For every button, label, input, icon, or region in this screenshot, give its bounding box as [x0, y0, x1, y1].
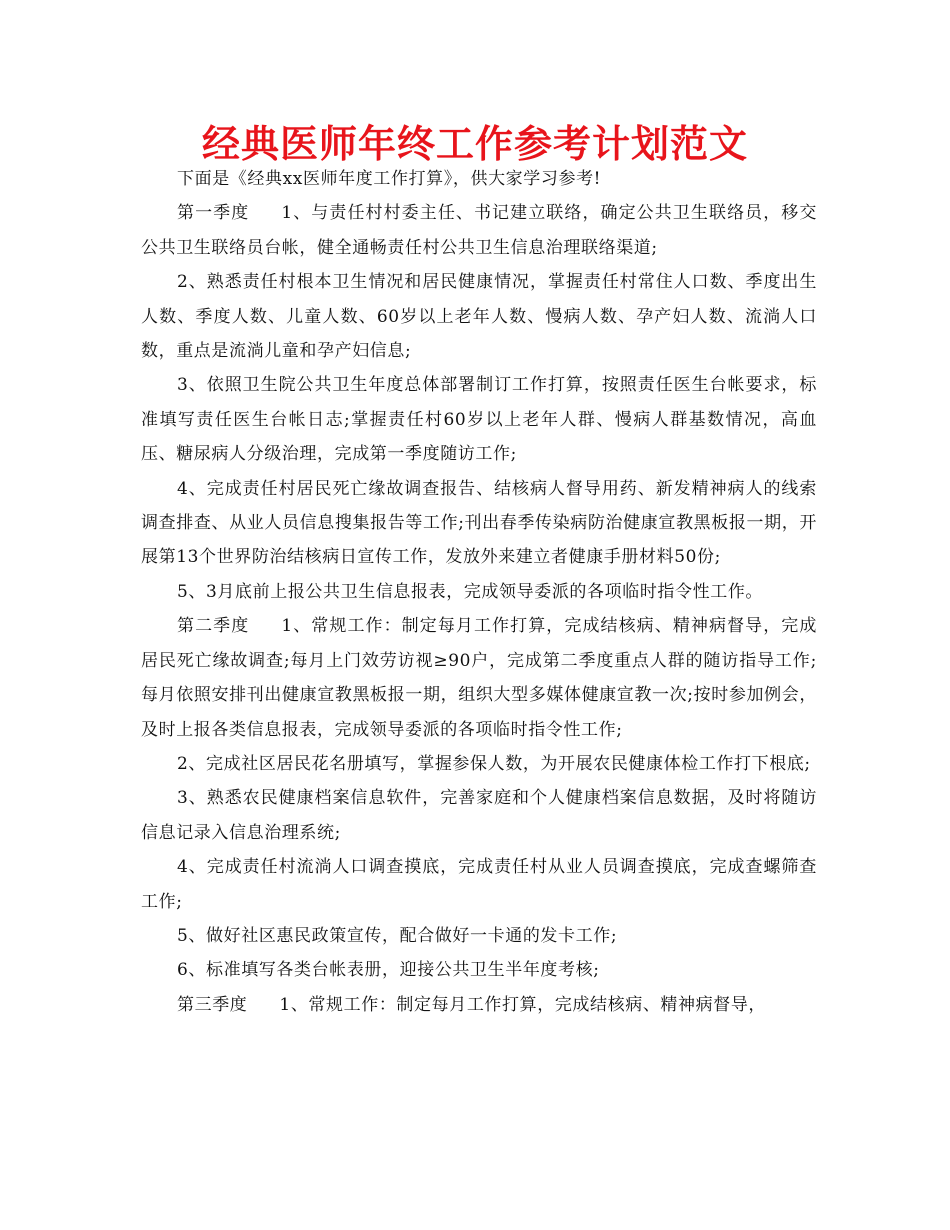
paragraph-q3-1 — [141, 988, 817, 1022]
season-label: 第二季度 — [177, 616, 250, 637]
paragraph-q1-1 — [141, 196, 817, 265]
paragraph-q2-5: 5、做好社区惠民政策宣传，配合做好一卡通的发卡工作; — [177, 925, 618, 946]
paragraph-text: 1、常规工作：制定每月工作打算，完成结核病、精神病督导，完成居民死亡缘故调查;每月上门效劳访视≥90户，完成第二季度重点人群的随访指导工作;每月依照安排刊出健康宣教黑板报一期，组织大型多媒体健康宣教一次;按时参加例会，及时上报各类信息报表，完成领导委派的各项临时指令性工作; — [141, 616, 817, 740]
paragraph-q1-5: 5、3月底前上报公共卫生信息报表，完成领导委派的各项临时指令性工作。 — [177, 581, 764, 602]
paragraph-q2-1 — [141, 609, 817, 747]
paragraph-q2-6: 6、标准填写各类台帐表册，迎接公共卫生半年度考核; — [177, 960, 600, 981]
intro-paragraph: 下面是《经典xx医师年度工作打算》，供大家学习参考! — [177, 169, 602, 189]
paragraph-q2-4: 4、完成责任村流淌人口调查摸底，完成责任村从业人员调查摸底，完成查螺筛查工作; — [141, 857, 817, 912]
paragraph-text: 1、与责任村村委主任、书记建立联络，确定公共卫生联络员，移交公共卫生联络员台帐，健全通畅责任村公共卫生信息治理联络渠道; — [141, 203, 817, 258]
paragraph-q1-3: 3、依照卫生院公共卫生年度总体部署制订工作打算，按照责任医生台帐要求，标准填写责任医生台帐日志;掌握责任村60岁以上老年人群、慢病人群基数情况，高血压、糖尿病人分级治理，完成第一季度随访工作; — [141, 375, 817, 465]
document-body — [141, 162, 817, 1022]
season-label: 第一季度 — [177, 203, 250, 224]
paragraph-text: 1、常规工作：制定每月工作打算，完成结核病、精神病督导， — [279, 994, 767, 1015]
paragraph-q2-2: 2、完成社区居民花名册填写，掌握参保人数，为开展农民健康体检工作打下根底; — [177, 753, 811, 774]
paragraph-q1-2: 2、熟悉责任村根本卫生情况和居民健康情况，掌握责任村常住人口数、季度出生人数、季度人数、儿童人数、60岁以上老年人数、慢病人数、孕产妇人数、流淌人口数，重点是流淌儿童和孕产妇信息; — [141, 272, 817, 362]
document-title: 经典医师年终工作参考计划范文 — [201, 122, 748, 166]
season-label: 第三季度 — [177, 994, 248, 1015]
paragraph-q1-4: 4、完成责任村居民死亡缘故调查报告、结核病人督导用药、新发精神病人的线索调查排查、从业人员信息搜集报告等工作;刊出春季传染病防治健康宣教黑板报一期，开展第13个世界防治结核病日宣传工作，发放外来建立者健康手册材料50份; — [141, 478, 817, 568]
paragraph-q2-3: 3、熟悉农民健康档案信息软件，完善家庭和个人健康档案信息数据，及时将随访信息记录入信息治理系统; — [141, 788, 817, 843]
